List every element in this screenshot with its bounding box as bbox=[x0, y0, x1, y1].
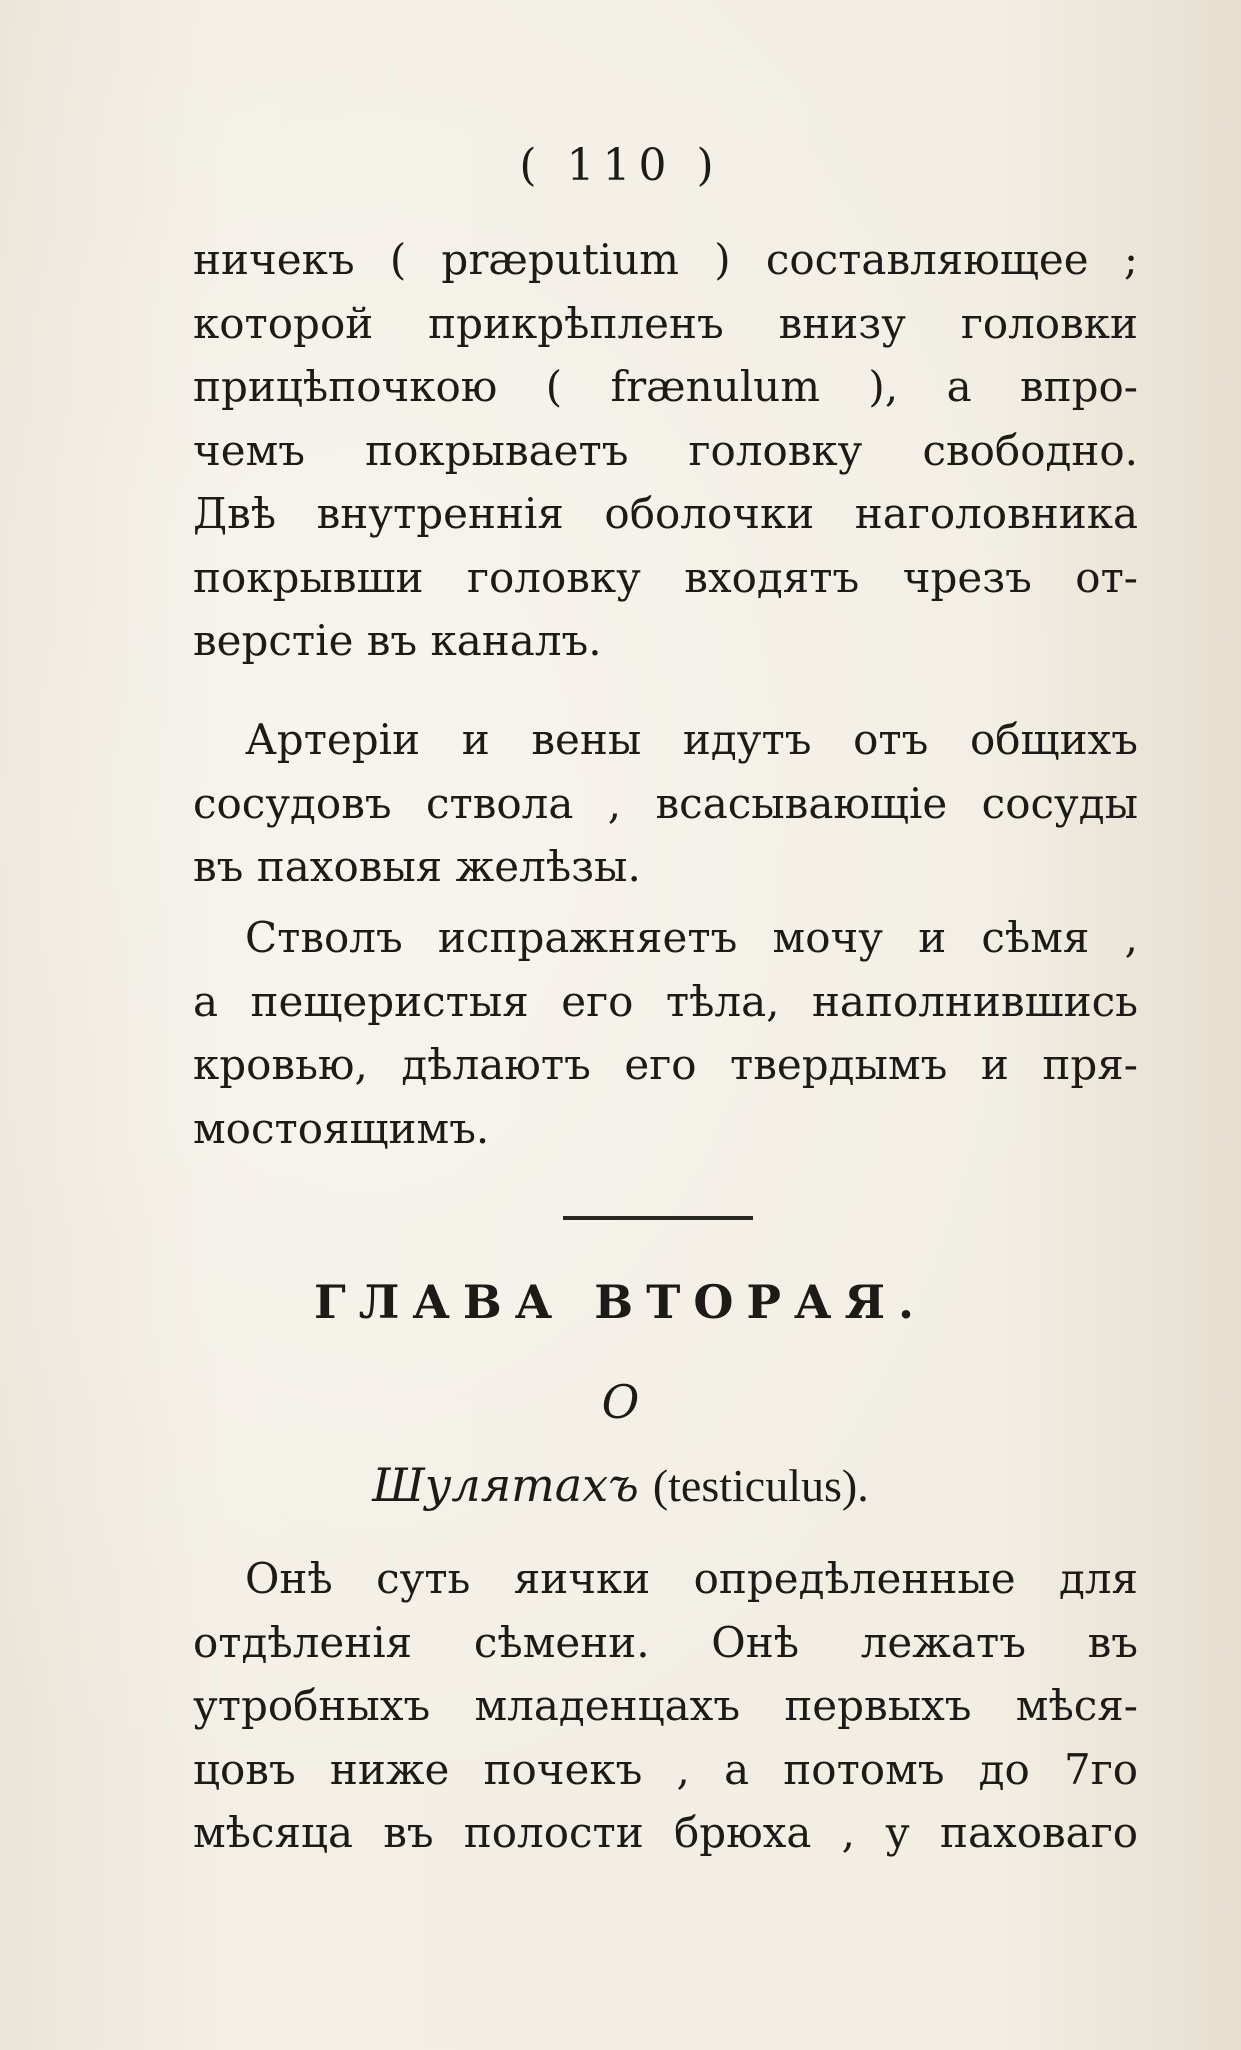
text-line: Артеріи и вены идутъ отъ общихъ bbox=[245, 715, 1138, 764]
page-number: ( 110 ) bbox=[519, 140, 722, 191]
text-line: чемъ покрываетъ головку свободно. bbox=[193, 425, 1138, 475]
text-line: утробныхъ младенцахъ первыхъ мѣся- bbox=[193, 1681, 1138, 1730]
chapter-subject bbox=[0, 1458, 1241, 1512]
text-line: покрывши головку входятъ чрезъ от- bbox=[193, 552, 1138, 602]
paragraph-arteries bbox=[193, 708, 1138, 899]
text-line: въ паховыя желѣзы. bbox=[193, 842, 641, 891]
chapter-preposition: О bbox=[601, 1375, 640, 1429]
text-line: а пещеристыя его тѣла, наполнившись bbox=[193, 976, 1138, 1026]
text-line: которой прикрѣпленъ внизу головки bbox=[193, 298, 1138, 348]
text-line: ничекъ ( præputium ) составляющее ; bbox=[193, 235, 1138, 284]
text-line: мостоящимъ. bbox=[193, 1103, 490, 1153]
text-line: Двѣ внутреннія оболочки наголовника bbox=[193, 489, 1138, 538]
text-line: сосудовъ ствола , всасывающіе сосуды bbox=[193, 778, 1138, 828]
text-line: кровью, дѣлаютъ его твердымъ и пря- bbox=[193, 1040, 1138, 1089]
chapter-subject-latin: (testiculus). bbox=[652, 1460, 869, 1511]
paragraph-testicles bbox=[193, 1547, 1138, 1865]
text-line: Онѣ суть яички опредѣленные для bbox=[245, 1554, 1138, 1603]
paragraph-preputium bbox=[193, 228, 1138, 673]
chapter-heading: ГЛАВА ВТОРАЯ. bbox=[313, 1275, 928, 1329]
paragraph-function bbox=[193, 906, 1138, 1160]
text-line: отдѣленія сѣмени. Онѣ лежатъ въ bbox=[193, 1617, 1138, 1667]
text-line: мѣсяца въ полости брюха , у паховаго bbox=[193, 1808, 1138, 1857]
text-line: цовъ ниже почекъ , а потомъ до 7го bbox=[193, 1744, 1138, 1794]
text-line: верстіе въ каналъ. bbox=[193, 616, 602, 665]
chapter-subject-russian: Шулятахъ bbox=[372, 1458, 639, 1512]
text-line: Стволъ испражняетъ мочу и сѣмя , bbox=[245, 913, 1138, 962]
text-line: прицѣпочкою ( frænulum ), а впро- bbox=[193, 362, 1138, 411]
section-divider bbox=[563, 1216, 753, 1220]
